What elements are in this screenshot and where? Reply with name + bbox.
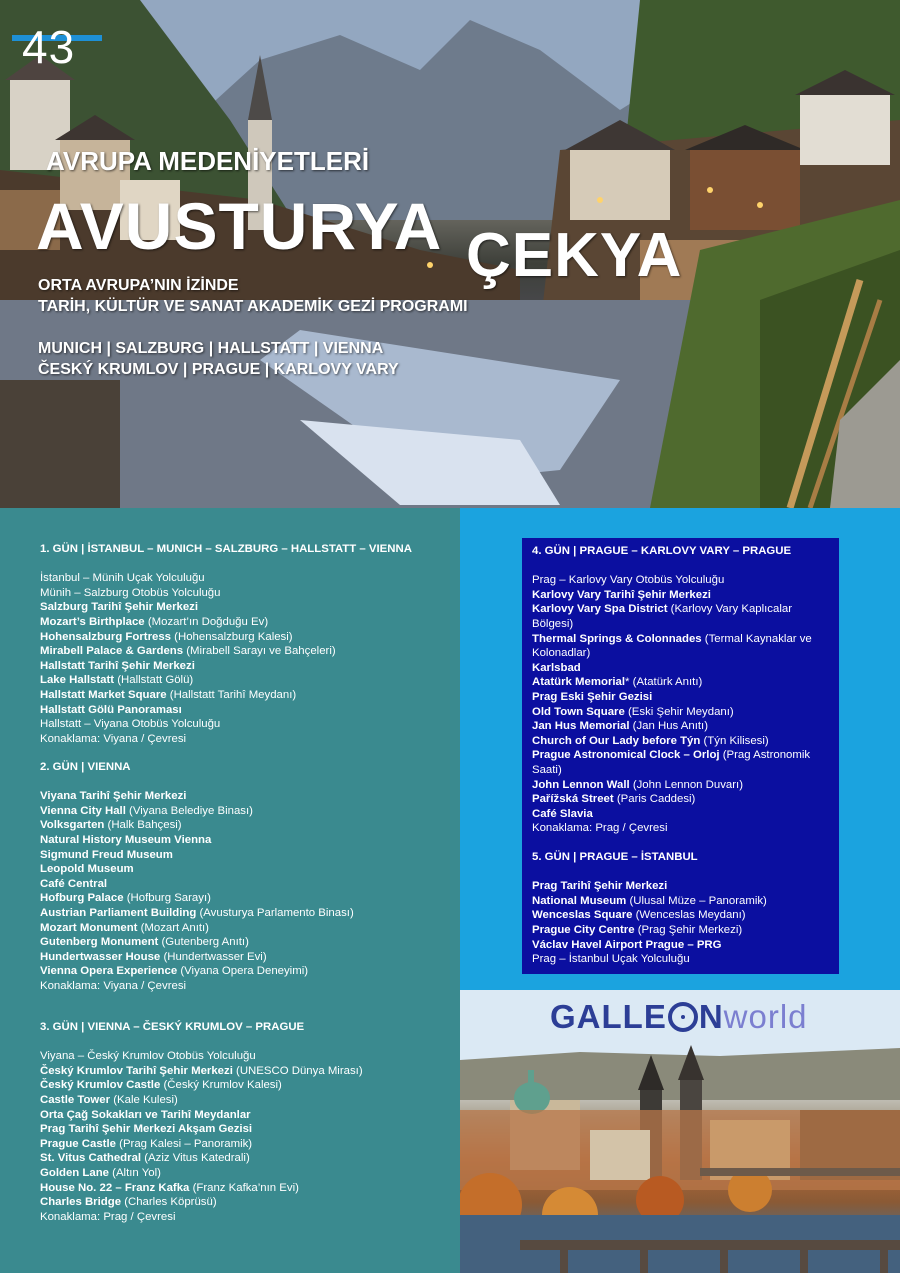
itinerary-item: Hofburg Palace (Hofburg Sarayı) — [40, 892, 211, 905]
itinerary-item: Viyana – Český Krumlov Otobüs Yolculuğu — [40, 1050, 256, 1063]
itinerary-item: Hundertwasser House (Hundertwasser Evi) — [40, 950, 267, 963]
itinerary-item: Natural History Museum Vienna — [40, 833, 212, 846]
itinerary-item: Café Central — [40, 877, 108, 890]
itinerary-item: Český Krumlov Tarihî Şehir Merkezi (UNESCO Dünya Mirası) — [40, 1064, 363, 1077]
itinerary-item: Viyana Tarihî Şehir Merkezi — [40, 790, 187, 803]
itinerary-item: Orta Çağ Sokakları ve Tarihî Meydanlar — [40, 1108, 251, 1121]
itinerary-item: Karlsbad — [532, 661, 581, 674]
itinerary-item: Sigmund Freud Museum — [40, 848, 173, 861]
day-header: 4. GÜN | PRAGUE – KARLOVY VARY – PRAGUE — [532, 545, 792, 557]
itinerary-item: Café Slavia — [532, 807, 593, 820]
itinerary-item: Prag Eski Şehir Gezisi — [532, 690, 653, 703]
itinerary-item: Lake Hallstatt (Hallstatt Gölü) — [40, 674, 194, 687]
itinerary-item: Old Town Square (Eski Şehir Meydanı) — [532, 705, 734, 718]
itinerary-item: Václav Havel Airport Prague – PRG — [532, 938, 722, 951]
day-header: 1. GÜN | İSTANBUL – MUNICH – SALZBURG – HALLSTATT – VIENNA — [40, 543, 412, 555]
itinerary-item: Prag – Karlovy Vary Otobüs Yolculuğu — [532, 574, 725, 587]
itinerary-item: Mirabell Palace & Gardens (Mirabell Sarayı ve Bahçeleri) — [40, 645, 336, 658]
day-header: 2. GÜN | VIENNA — [40, 761, 131, 773]
day-3-block — [40, 1020, 363, 1224]
itinerary-item: Castle Tower (Kale Kulesi) — [40, 1093, 178, 1106]
itinerary-item: Karlovy Vary Tarihî Şehir Merkezi — [532, 588, 711, 601]
itinerary-item: Mozart Monument (Mozart Anıtı) — [40, 921, 209, 934]
itinerary-item: Prague City Centre (Prag Şehir Merkezi) — [532, 923, 743, 936]
day-4-block — [532, 544, 832, 836]
ship-wheel-icon — [668, 1002, 698, 1032]
itinerary-item: Salzburg Tarihî Şehir Merkezi — [40, 601, 199, 614]
page-number: 43 — [22, 21, 76, 73]
subtitle-line-2: TARİH, KÜLTÜR VE SANAT AKADEMİK GEZİ PROGRAMI — [38, 298, 468, 315]
itinerary-item: İstanbul – Münih Uçak Yolculuğu — [40, 572, 205, 585]
day-5-block — [532, 850, 767, 967]
itinerary-item: House No. 22 – Franz Kafka (Franz Kafka’nın Evi) — [40, 1181, 299, 1194]
day-2-block — [40, 760, 354, 994]
itinerary-item: Hallstatt Gölü Panoraması — [40, 703, 182, 716]
itinerary-item: St. Vitus Cathedral (Aziz Vitus Katedrali) — [40, 1152, 250, 1165]
day-header: 5. GÜN | PRAGUE – İSTANBUL — [532, 851, 698, 863]
hero-image — [0, 0, 900, 508]
itinerary-item: Vienna City Hall (Viyana Belediye Binası) — [40, 804, 253, 817]
itinerary-item: Atatürk Memorial* (Atatürk Anıtı) — [532, 676, 703, 689]
itinerary-item: Český Krumlov Castle (Český Krumlov Kalesi) — [40, 1079, 282, 1092]
itinerary-item: Konaklama: Viyana / Çevresi — [40, 732, 187, 745]
itinerary-item: Wenceslas Square (Wenceslas Meydanı) — [532, 909, 746, 922]
itinerary-item: Prag – İstanbul Uçak Yolculuğu — [532, 953, 690, 966]
itinerary-item: Volksgarten (Halk Bahçesi) — [40, 819, 182, 832]
itinerary-item: Münih – Salzburg Otobüs Yolculuğu — [40, 586, 221, 599]
itinerary-item: Karlovy Vary Spa District (Karlovy Vary Kaplıcalar Bölgesi) — [532, 603, 792, 630]
itinerary-item: Golden Lane (Altın Yol) — [40, 1166, 161, 1179]
itinerary-item: Austrian Parliament Building (Avusturya Parlamento Binası) — [40, 906, 354, 919]
itinerary-item: Konaklama: Prag / Çevresi — [40, 1210, 176, 1223]
itinerary-item: Hohensalzburg Fortress (Hohensalzburg Kalesi) — [40, 630, 293, 643]
itinerary-item: Hallstatt – Viyana Otobüs Yolculuğu — [40, 718, 221, 731]
itinerary-item: John Lennon Wall (John Lennon Duvarı) — [532, 778, 743, 791]
itinerary-item: Charles Bridge (Charles Köprüsü) — [40, 1196, 217, 1209]
itinerary-item: Prag Tarihî Şehir Merkezi — [532, 880, 668, 893]
series-title: AVRUPA MEDENİYETLERİ — [46, 146, 370, 176]
cities-line-1: MUNICH | SALZBURG | HALLSTATT | VIENNA — [38, 340, 384, 357]
subtitle-line-1: ORTA AVRUPA’NIN İZİNDE — [38, 277, 239, 294]
itinerary-item: Mozart’s Birthplace (Mozart’ın Doğduğu Ev) — [40, 615, 269, 628]
itinerary-item: Pařížská Street (Paris Caddesi) — [532, 793, 696, 806]
country-title-austria: AVUSTURYA — [36, 189, 443, 263]
galleon-world-logo: GALLE Nworld — [550, 998, 808, 1035]
itinerary-item: Vienna Opera Experience (Viyana Opera Deneyimi) — [40, 965, 309, 978]
day-1-block — [40, 542, 412, 746]
itinerary-item: Konaklama: Prag / Çevresi — [532, 822, 668, 835]
itinerary-item: Thermal Springs & Colonnades (Termal Kaynaklar ve Kolonadlar) — [532, 632, 812, 660]
itinerary-item: Gutenberg Monument (Gutenberg Anıtı) — [40, 936, 249, 949]
itinerary-item: Hallstatt Tarihî Şehir Merkezi — [40, 659, 195, 672]
day-header: 3. GÜN | VIENNA – ČESKÝ KRUMLOV – PRAGUE — [40, 1021, 305, 1033]
itinerary-item: Leopold Museum — [40, 863, 134, 876]
cities-line-2: ČESKÝ KRUMLOV | PRAGUE | KARLOVY VARY — [38, 361, 399, 378]
itinerary-item: Church of Our Lady before Týn (Týn Kilisesi) — [532, 734, 769, 747]
country-title-czechia: ÇEKYA — [466, 221, 683, 290]
itinerary-item: National Museum (Ulusal Müze – Panoramik) — [532, 894, 767, 907]
itinerary-item: Prague Castle (Prag Kalesi – Panoramik) — [40, 1137, 253, 1150]
itinerary-item: Prague Astronomical Clock – Orloj (Prag Astronomik Saati) — [532, 749, 811, 776]
itinerary-item: Hallstatt Market Square (Hallstatt Tarihî Meydanı) — [40, 688, 297, 701]
itinerary-item: Prag Tarihî Şehir Merkezi Akşam Gezisi — [40, 1123, 253, 1136]
itinerary-item: Konaklama: Viyana / Çevresi — [40, 979, 187, 992]
itinerary-item: Jan Hus Memorial (Jan Hus Anıtı) — [532, 720, 708, 733]
prague-photo — [460, 990, 900, 1273]
